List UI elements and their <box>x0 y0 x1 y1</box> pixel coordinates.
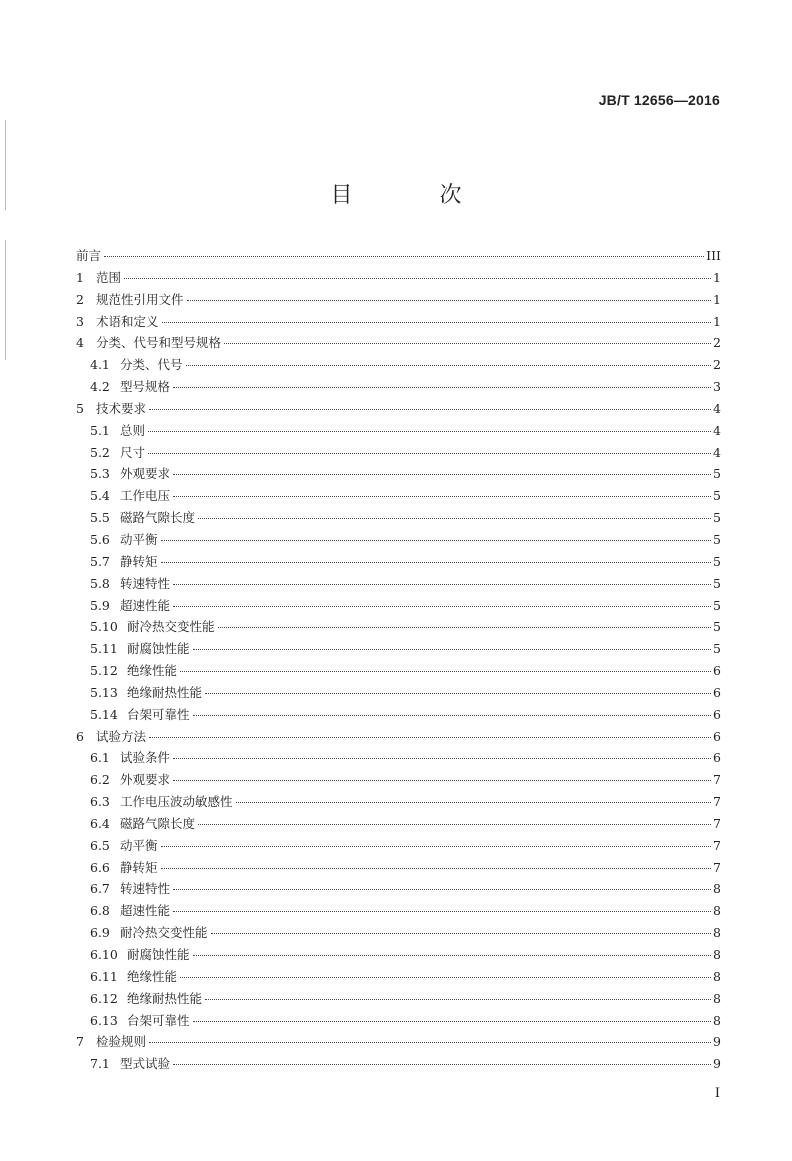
toc-entry-label: 绝缘耐热性能 <box>127 990 203 1006</box>
toc-entry-number: 5.6 <box>90 531 110 547</box>
toc-entry-number: 4.1 <box>90 357 110 373</box>
toc-entry-page: 6 <box>713 750 721 766</box>
toc-leader-dots <box>205 693 711 694</box>
toc-entry-label: 分类、代号 <box>120 357 183 373</box>
toc-entry[interactable] <box>76 748 721 770</box>
toc-entry-page: 8 <box>713 990 721 1006</box>
toc-leader-dots <box>148 431 711 432</box>
toc-entry-label: 耐冷热交变性能 <box>120 925 208 941</box>
toc-entry-number: 5.13 <box>90 684 118 700</box>
toc-leader-dots <box>205 999 711 1000</box>
toc-leader-dots <box>198 518 711 519</box>
toc-entry-label: 前言 <box>76 248 102 263</box>
toc-entry-label: 动平衡 <box>120 531 158 547</box>
toc-entry-label: 超速性能 <box>120 597 171 613</box>
toc-leader-dots <box>224 343 711 344</box>
toc-entry[interactable] <box>76 989 721 1011</box>
toc-entry-page: 5 <box>713 510 721 526</box>
toc-leader-dots <box>162 322 711 323</box>
toc-leader-dots <box>211 933 711 934</box>
toc-entry[interactable] <box>76 923 721 945</box>
toc-entry-page: 8 <box>713 925 721 941</box>
toc-entry-page: 8 <box>713 881 721 897</box>
toc-entry-label: 术语和定义 <box>96 313 159 329</box>
toc-entry-page: III <box>706 248 721 263</box>
toc-entry-number: 5.7 <box>90 553 110 569</box>
toc-leader-dots <box>180 671 711 672</box>
toc-entry[interactable] <box>76 508 721 530</box>
toc-entry-label: 动平衡 <box>120 837 158 853</box>
toc-leader-dots <box>161 868 711 869</box>
toc-entry-page: 1 <box>713 269 721 285</box>
toc-leader-dots <box>161 846 711 847</box>
page-number: I <box>714 1086 720 1101</box>
toc-entry-page: 2 <box>713 357 721 373</box>
toc-entry-label: 工作电压 <box>120 488 171 504</box>
toc-leader-dots <box>187 300 711 301</box>
toc-entry[interactable] <box>76 901 721 923</box>
toc-entry-number: 7 <box>76 1034 84 1050</box>
toc-entry-number: 5.4 <box>90 488 110 504</box>
toc-entry-page: 8 <box>713 947 721 962</box>
toc-entry-number: 5.1 <box>90 422 110 438</box>
toc-entry[interactable] <box>76 1054 721 1076</box>
toc-leader-dots <box>198 824 711 825</box>
toc-entry[interactable] <box>76 1032 721 1054</box>
toc-entry-label: 绝缘性能 <box>127 968 178 984</box>
toc-entry-label: 技术要求 <box>96 400 147 416</box>
toc-entry-number: 6.9 <box>90 925 110 941</box>
toc-entry-label: 型号规格 <box>120 379 171 395</box>
toc-leader-dots <box>161 540 711 541</box>
toc-leader-dots <box>193 649 711 650</box>
toc-entry-page: 5 <box>713 531 721 547</box>
table-of-contents <box>76 246 721 1076</box>
toc-entry[interactable] <box>76 377 721 399</box>
toc-leader-dots <box>180 977 711 978</box>
toc-entry-number: 6.11 <box>90 968 118 984</box>
toc-entry-page: 5 <box>713 553 721 569</box>
toc-entry[interactable] <box>76 530 721 552</box>
toc-entry-label: 耐腐蚀性能 <box>127 947 190 962</box>
toc-leader-dots <box>104 256 704 257</box>
toc-entry[interactable] <box>76 879 721 901</box>
toc-entry-label: 型式试验 <box>120 1056 171 1072</box>
toc-leader-dots <box>173 584 711 585</box>
toc-entry[interactable] <box>76 705 721 727</box>
toc-entry-number: 5.11 <box>90 641 118 657</box>
toc-entry-label: 转速特性 <box>120 575 171 591</box>
toc-entry-label: 台架可靠性 <box>127 1012 190 1028</box>
toc-entry-number: 5.12 <box>90 663 118 679</box>
toc-entry[interactable] <box>76 814 721 836</box>
toc-entry-label: 静转矩 <box>120 859 158 875</box>
toc-leader-dots <box>173 496 711 497</box>
toc-entry-number: 5.9 <box>90 597 110 613</box>
toc-entry-page: 4 <box>713 444 721 460</box>
toc-leader-dots <box>161 562 711 563</box>
toc-entry[interactable] <box>76 792 721 814</box>
toc-entry-number: 6.3 <box>90 794 110 810</box>
toc-entry-number: 6.4 <box>90 815 110 831</box>
toc-entry-page: 5 <box>713 466 721 482</box>
toc-entry[interactable] <box>76 421 721 443</box>
toc-entry-number: 6.5 <box>90 837 110 853</box>
toc-leader-dots <box>193 955 711 956</box>
toc-entry-page: 7 <box>713 859 721 875</box>
toc-entry[interactable] <box>76 967 721 989</box>
toc-entry-number: 5.2 <box>90 444 110 460</box>
toc-entry-page: 7 <box>713 837 721 853</box>
toc-leader-dots <box>186 365 711 366</box>
toc-entry-page: 1 <box>713 313 721 329</box>
toc-entry[interactable] <box>76 770 721 792</box>
toc-entry[interactable] <box>76 661 721 683</box>
toc-entry[interactable] <box>76 858 721 880</box>
toc-entry-page: 2 <box>713 335 721 351</box>
toc-entry-number: 5 <box>76 400 84 416</box>
toc-entry-label: 耐腐蚀性能 <box>127 641 190 657</box>
toc-entry-page: 6 <box>713 706 721 722</box>
toc-entry[interactable] <box>76 486 721 508</box>
toc-entry-label: 工作电压波动敏感性 <box>120 794 233 810</box>
toc-entry[interactable] <box>76 552 721 574</box>
toc-leader-dots <box>173 780 711 781</box>
toc-entry[interactable] <box>76 464 721 486</box>
toc-entry-number: 6.10 <box>90 947 118 962</box>
toc-entry[interactable] <box>76 399 721 421</box>
toc-leader-dots <box>173 889 711 890</box>
toc-entry-label: 静转矩 <box>120 553 158 569</box>
toc-entry[interactable] <box>76 1011 721 1033</box>
toc-entry-label: 尺寸 <box>120 444 146 460</box>
toc-entry[interactable] <box>76 333 721 355</box>
toc-leader-dots <box>173 474 711 475</box>
toc-entry-label: 规范性引用文件 <box>96 291 184 307</box>
toc-entry[interactable] <box>76 596 721 618</box>
toc-entry-number: 6.2 <box>90 772 110 788</box>
toc-leader-dots <box>148 453 711 454</box>
toc-entry-page: 9 <box>713 1056 721 1072</box>
toc-entry-number: 7.1 <box>90 1056 110 1072</box>
toc-entry-label: 磁路气隙长度 <box>120 510 196 526</box>
toc-entry-page: 6 <box>713 728 721 744</box>
toc-entry-page: 5 <box>713 641 721 657</box>
toc-entry[interactable] <box>76 836 721 858</box>
toc-entry-label: 试验条件 <box>120 750 171 766</box>
toc-leader-dots <box>193 1021 711 1022</box>
toc-entry-label: 绝缘耐热性能 <box>127 684 203 700</box>
toc-leader-dots <box>149 737 711 738</box>
toc-entry[interactable] <box>76 355 721 377</box>
toc-entry[interactable] <box>76 268 721 290</box>
toc-entry-number: 6.12 <box>90 990 118 1006</box>
toc-entry-page: 5 <box>713 619 721 635</box>
toc-entry-number: 6 <box>76 728 84 744</box>
toc-entry-number: 1 <box>76 269 84 285</box>
toc-entry-page: 8 <box>713 968 721 984</box>
standard-code: JB/T 12656—2016 <box>598 92 720 108</box>
toc-entry-label: 超速性能 <box>120 903 171 919</box>
toc-entry-label: 检验规则 <box>96 1034 147 1050</box>
toc-entry-number: 6.1 <box>90 750 110 766</box>
toc-entry-number: 5.8 <box>90 575 110 591</box>
toc-entry-page: 7 <box>713 794 721 810</box>
toc-entry[interactable] <box>76 945 721 967</box>
toc-entry-label: 范围 <box>96 269 122 285</box>
toc-entry-page: 5 <box>713 488 721 504</box>
toc-entry-label: 耐冷热交变性能 <box>127 619 215 635</box>
toc-entry-number: 5.3 <box>90 466 110 482</box>
toc-entry[interactable] <box>76 617 721 639</box>
toc-entry[interactable] <box>76 290 721 312</box>
toc-entry-page: 6 <box>713 663 721 679</box>
toc-leader-dots <box>236 802 711 803</box>
toc-entry-label: 转速特性 <box>120 881 171 897</box>
toc-leader-dots <box>149 1042 711 1043</box>
toc-entry-number: 6.13 <box>90 1012 118 1028</box>
toc-entry-label: 绝缘性能 <box>127 663 178 679</box>
toc-entry-page: 4 <box>713 400 721 416</box>
toc-entry-page: 8 <box>713 903 721 919</box>
toc-entry-page: 3 <box>713 379 721 395</box>
toc-entry-label: 总则 <box>120 422 146 438</box>
toc-entry-label: 台架可靠性 <box>127 706 190 722</box>
toc-entry-page: 7 <box>713 772 721 788</box>
toc-entry-page: 7 <box>713 815 721 831</box>
toc-entry[interactable] <box>76 639 721 661</box>
toc-entry-number: 2 <box>76 291 84 307</box>
toc-entry-page: 5 <box>713 575 721 591</box>
toc-entry[interactable] <box>76 683 721 705</box>
toc-entry-number: 5.14 <box>90 706 118 722</box>
toc-entry[interactable] <box>76 443 721 465</box>
toc-leader-dots <box>173 758 711 759</box>
toc-entry-number: 5.10 <box>90 619 118 635</box>
toc-entry-number: 4.2 <box>90 379 110 395</box>
toc-leader-dots <box>173 1064 711 1065</box>
toc-leader-dots <box>218 627 711 628</box>
toc-entry-number: 6.6 <box>90 859 110 875</box>
toc-entry-label: 外观要求 <box>120 772 171 788</box>
toc-leader-dots <box>193 715 711 716</box>
scan-margin-mark <box>5 240 6 360</box>
toc-entry[interactable] <box>76 312 721 334</box>
toc-title: 目 次 <box>330 183 502 208</box>
toc-entry-number: 5.5 <box>90 510 110 526</box>
toc-entry-page: 4 <box>713 422 721 438</box>
toc-leader-dots <box>124 278 711 279</box>
toc-entry[interactable] <box>76 246 721 268</box>
toc-entry-number: 6.7 <box>90 881 110 897</box>
toc-entry-label: 磁路气隙长度 <box>120 815 196 831</box>
toc-leader-dots <box>149 409 711 410</box>
toc-entry[interactable] <box>76 727 721 749</box>
toc-entry-label: 外观要求 <box>120 466 171 482</box>
toc-entry-number: 6.8 <box>90 903 110 919</box>
toc-entry-page: 6 <box>713 684 721 700</box>
toc-entry-label: 试验方法 <box>96 728 147 744</box>
toc-entry[interactable] <box>76 574 721 596</box>
toc-entry-label: 分类、代号和型号规格 <box>96 335 222 351</box>
toc-entry-page: 9 <box>713 1034 721 1050</box>
toc-entry-number: 3 <box>76 313 84 329</box>
toc-leader-dots <box>173 387 711 388</box>
toc-entry-number: 4 <box>76 335 84 351</box>
toc-entry-page: 1 <box>713 291 721 307</box>
toc-entry-page: 8 <box>713 1012 721 1028</box>
toc-leader-dots <box>173 911 711 912</box>
toc-leader-dots <box>173 606 711 607</box>
toc-entry-page: 5 <box>713 597 721 613</box>
